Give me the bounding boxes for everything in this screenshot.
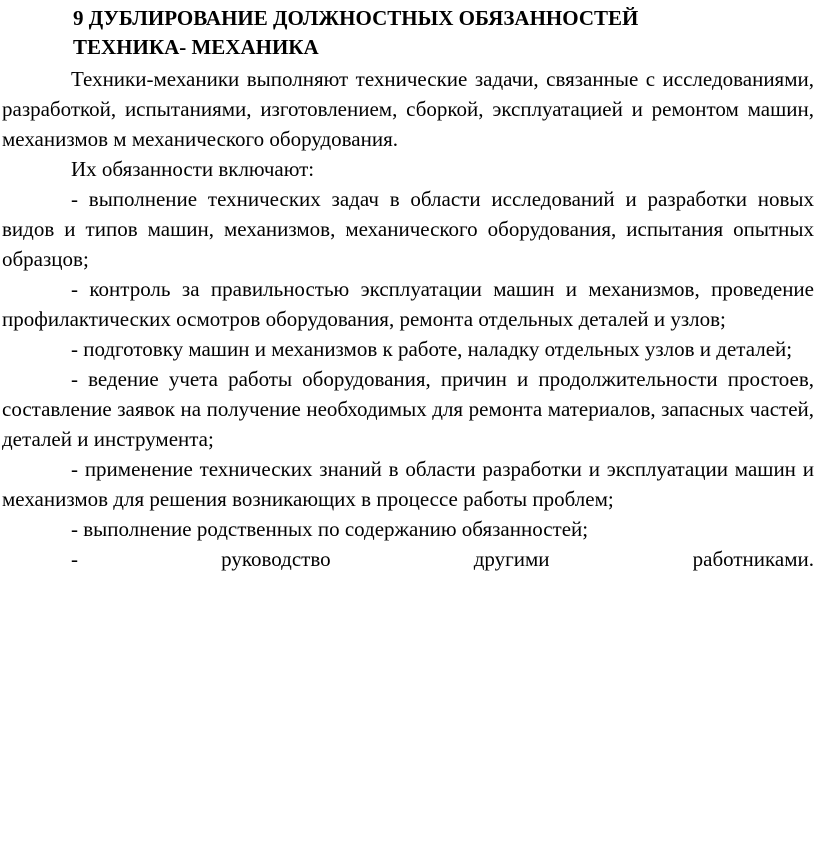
duty-item-research: - выполнение технических задач в области исследований и разработки новых видов и типов машин, механизмов, механического оборудования, испытания опытных образцов; [2, 187, 814, 271]
duty-item-preparation: - подготовку машин и механизмов к работе, наладку отдельных узлов и деталей; [71, 337, 793, 361]
duties-intro: Их обязанности включают: [71, 157, 315, 181]
heading-line-1: 9 ДУБЛИРОВАНИЕ ДОЛЖНОСТНЫХ ОБЯЗАННОСТЕЙ [73, 6, 639, 30]
duty-item-management: - руководство другими работниками. [71, 547, 814, 571]
intro-paragraph: Техники-механики выполняют технические задачи, связанные с исследованиями, разработкой, испытаниями, изготовлением, сборкой, эксплуатацией и ремонтом машин, механизмов м механического оборудования. [2, 67, 814, 151]
duty-item-application: - применение технических знаний в области разработки и эксплуатации машин и механизмов для решения возникающих в процессе работы проблем; [2, 457, 814, 511]
section-heading [2, 4, 814, 62]
heading-line-2: ТЕХНИКА- МЕХАНИКА [73, 35, 319, 59]
duty-item-control: - контроль за правильностью эксплуатации машин и механизмов, проведение профилактических осмотров оборудования, ремонта отдельных деталей и узлов; [2, 277, 814, 331]
duty-item-accounting: - ведение учета работы оборудования, причин и продолжительности простоев, составление заявок на получение необходимых для ремонта материалов, запасных частей, деталей и инструмента; [2, 367, 814, 451]
duty-item-related: - выполнение родственных по содержанию обязанностей; [71, 517, 589, 541]
